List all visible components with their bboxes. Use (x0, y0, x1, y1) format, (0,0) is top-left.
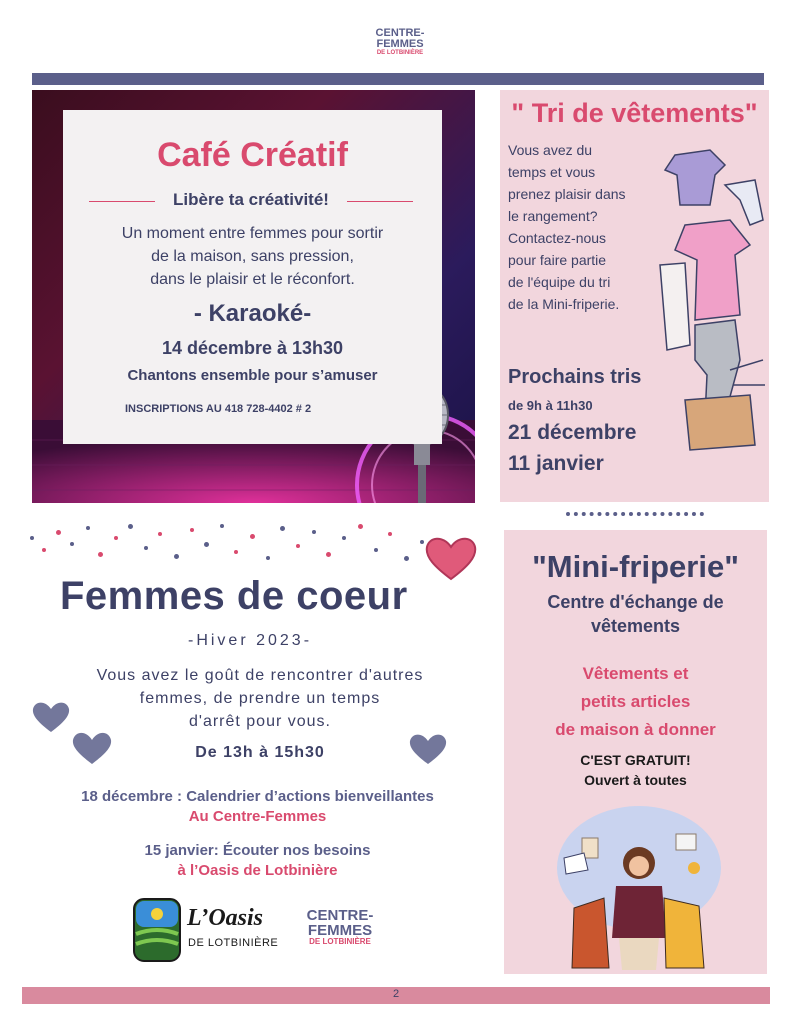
heart-icon (409, 732, 447, 766)
confetti-dot (30, 536, 34, 540)
tri-text (508, 139, 668, 315)
cafe-desc-line1: Un moment entre femmes pour sortir (121, 225, 384, 242)
confetti-dot (86, 526, 90, 530)
cafe-tagline: Chantons ensemble pour s’amuser (127, 367, 378, 384)
confetti-dots (28, 522, 468, 572)
cafe-panel (63, 110, 442, 444)
oasis-sub: DE LOTBINIÈRE (188, 937, 279, 949)
tri-text-line: Vous avez du (508, 142, 593, 158)
confetti-dot (56, 530, 61, 535)
confetti-dot (266, 556, 270, 560)
confetti-dot (144, 546, 148, 550)
coeur-desc-line3: d'arrêt pour vous. (188, 713, 331, 730)
tri-date1: 21 décembre (508, 421, 637, 444)
coeur-desc-line1: Vous avez le goût de rencontrer d'autres (96, 667, 424, 684)
confetti-dot (42, 548, 46, 552)
confetti-dot (280, 526, 285, 531)
tri-title: " Tri de vêtements" (511, 98, 758, 128)
coeur-desc-line2: femmes, de prendre un temps (139, 690, 381, 707)
coeur-event2-place: à l’Oasis de Lotbinière (177, 862, 338, 879)
coeur-event2-title: 15 janvier: Écouter nos besoins (144, 842, 371, 859)
confetti-dot (70, 542, 74, 546)
oasis-logo-icon (133, 898, 181, 962)
confetti-dot (250, 534, 255, 539)
friperie-offer (504, 660, 767, 744)
tri-text-line: de la Mini-friperie. (508, 296, 620, 312)
cafe-desc-line2: de la maison, sans pression, (151, 248, 354, 265)
oasis-name: L’Oasis (187, 905, 264, 931)
confetti-dot (114, 536, 118, 540)
friperie-subtitle-line1: Centre d'échange de (547, 592, 724, 612)
confetti-dot (158, 532, 162, 536)
friperie-free: C'EST GRATUIT! (580, 752, 691, 768)
friperie-panel (504, 530, 767, 974)
coeur-season: -Hiver 2023- (187, 632, 313, 649)
tri-next-label: Prochains tris (508, 366, 642, 388)
logo-line2: FEMMES (307, 922, 373, 939)
confetti-dot (312, 530, 316, 534)
cafe-description (63, 222, 442, 291)
confetti-dot (358, 524, 363, 529)
logo-line1: CENTRE- (375, 27, 425, 39)
confetti-dot (220, 524, 224, 528)
friperie-offer-line1: Vêtements et (582, 664, 689, 683)
friperie-title: "Mini-friperie" (532, 549, 739, 584)
logo-line2: FEMMES (376, 38, 424, 50)
tri-hours: de 9h à 11h30 (508, 398, 593, 413)
coeur-hours: De 13h à 15h30 (195, 744, 325, 761)
confetti-dot (174, 554, 179, 559)
friperie-offer-line2: petits articles (580, 692, 691, 711)
heart-icon (425, 535, 477, 581)
heart-icon (72, 730, 112, 766)
tri-date2: 11 janvier (508, 452, 604, 475)
clothes-illustration (655, 145, 767, 455)
right-dotted-divider (566, 512, 704, 520)
coeur-event1-place: Au Centre-Femmes (188, 808, 327, 825)
cafe-subtitle-rule-right (347, 201, 413, 202)
footer-bar (22, 987, 770, 1004)
friperie-offer-line3: de maison à donner (555, 720, 716, 739)
page-number: 2 (392, 988, 400, 1000)
coeur-title: Femmes de coeur (60, 574, 408, 618)
tri-text-line: pour faire partie (508, 252, 607, 268)
logo-line3: DE LOTBINIÈRE (376, 50, 424, 56)
confetti-dot (234, 550, 238, 554)
cafe-subtitle-rule-left (89, 201, 155, 202)
tri-text-line: le rangement? (508, 208, 598, 224)
confetti-dot (420, 540, 424, 544)
cafe-desc-line3: dans le plaisir et le réconfort. (150, 271, 355, 288)
cafe-subtitle: Libère ta créativité! (173, 190, 329, 209)
confetti-dot (296, 544, 300, 548)
cafe-title: Café Créatif (157, 136, 348, 174)
shopping-woman-illustration (554, 798, 724, 970)
cafe-date: 14 décembre à 13h30 (161, 338, 344, 358)
logo-line1: CENTRE- (306, 907, 374, 924)
confetti-dot (326, 552, 331, 557)
tri-text-line: temps et vous (508, 164, 596, 180)
tri-text-line: de l'équipe du tri (508, 274, 611, 290)
footer-centre-femmes-logo (300, 908, 380, 946)
top-divider-bar (32, 73, 764, 85)
friperie-open: Ouvert à toutes (584, 772, 687, 788)
confetti-dot (128, 524, 133, 529)
tri-panel (500, 90, 769, 502)
friperie-subtitle (504, 590, 767, 638)
cafe-event: - Karaoké- (193, 300, 312, 327)
coeur-event1-title: 18 décembre : Calendrier d’actions bienveillantes (81, 788, 434, 805)
confetti-dot (342, 536, 346, 540)
tri-text-line: prenez plaisir dans (508, 186, 626, 202)
confetti-dot (190, 528, 194, 532)
cafe-inscriptions: INSCRIPTIONS AU 418 728-4402 # 2 (125, 403, 312, 415)
confetti-dot (204, 542, 209, 547)
tri-text-line: Contactez-nous (508, 230, 607, 246)
confetti-dot (98, 552, 103, 557)
coeur-description (50, 664, 470, 733)
friperie-subtitle-line2: vêtements (590, 616, 681, 636)
confetti-dot (374, 548, 378, 552)
confetti-dot (404, 556, 409, 561)
confetti-dot (388, 532, 392, 536)
header-logo (370, 28, 430, 56)
logo-line3: DE LOTBINIÈRE (309, 937, 371, 946)
